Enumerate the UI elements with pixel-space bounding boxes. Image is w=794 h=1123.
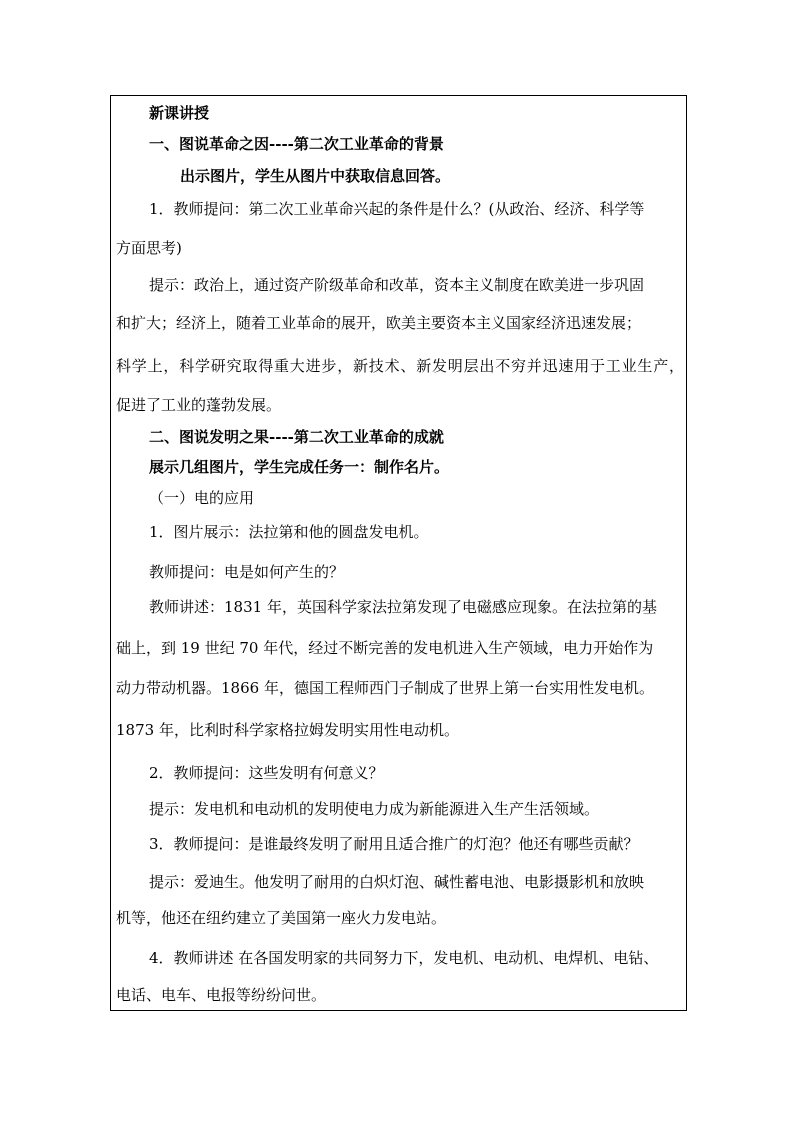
heading-part-one: 一、图说革命之因----第二次工业革命的背景 <box>149 135 444 153</box>
instruction-task-one: 展示几组图片，学生完成任务一：制作名片。 <box>149 458 450 476</box>
hint-2: 提示：发电机和电动机的发明使电力成为新能源进入生产生活领域。 <box>149 800 600 818</box>
lecture-line-2: 础上，到 19 世纪 70 年代，经过不断完善的发电机进入生产领域，电力开始作为 <box>116 639 654 657</box>
lecture-line-4: 1873 年，比利时科学家格拉姆发明实用性电动机。 <box>116 721 459 739</box>
hint-3-line-1: 提示：爱迪生。他发明了耐用的白炽灯泡、碱性蓄电池、电影摄影机和放映 <box>149 873 645 891</box>
lecture-line-3: 动力带动机器。1866 年，德国工程师西门子制成了世界上第一台实用性发电机。 <box>116 679 654 697</box>
question-3: 3．教师提问：是谁最终发明了耐用且适合推广的灯泡？他还有哪些贡献？ <box>149 835 639 853</box>
hint-3-line-2: 机等，他还在纽约建立了美国第一座火力发电站。 <box>116 909 447 927</box>
hint-1-line-1: 提示：政治上，通过资产阶级革命和改革，资本主义制度在欧美进一步巩固 <box>149 276 645 294</box>
lecture-line-1: 教师讲述：1831 年，英国科学家法拉第发现了电磁感应现象。在法拉第的基 <box>149 598 657 616</box>
hint-1-line-3: 科学上，科学研究取得重大进步，新技术、新发明层出不穷并迅速用于工业生产， <box>116 357 684 375</box>
instruction-show-pictures: 出示图片，学生从图片中获取信息回答。 <box>180 167 451 185</box>
item-1-picture-display: 1．图片展示：法拉第和他的圆盘发电机。 <box>149 523 429 541</box>
hint-1-line-4: 促进了工业的蓬勃发展。 <box>116 396 282 414</box>
heading-part-two: 二、图说发明之果----第二次工业革命的成就 <box>149 428 444 446</box>
hint-1-line-2: 和扩大；经济上，随着工业革命的展开，欧美主要资本主义国家经济迅速发展； <box>116 314 642 332</box>
section-heading-new-lesson: 新课讲授 <box>149 104 210 122</box>
question-1-line-1: 1．教师提问：第二次工业革命兴起的条件是什么？(从政治、经济、科学等 <box>149 200 645 218</box>
question-2: 2．教师提问：这些发明有何意义？ <box>149 764 384 782</box>
lecture-4-line-1: 4．教师讲述 在各国发明家的共同努力下，发电机、电动机、电焊机、电钻、 <box>149 949 659 967</box>
subheading-electricity: （一）电的应用 <box>149 489 255 507</box>
question-1-line-2: 方面思考) <box>116 239 182 257</box>
teacher-question-electricity: 教师提问：电是如何产生的？ <box>149 563 345 581</box>
lecture-4-line-2: 电话、电车、电报等纷纷问世。 <box>116 986 327 1004</box>
